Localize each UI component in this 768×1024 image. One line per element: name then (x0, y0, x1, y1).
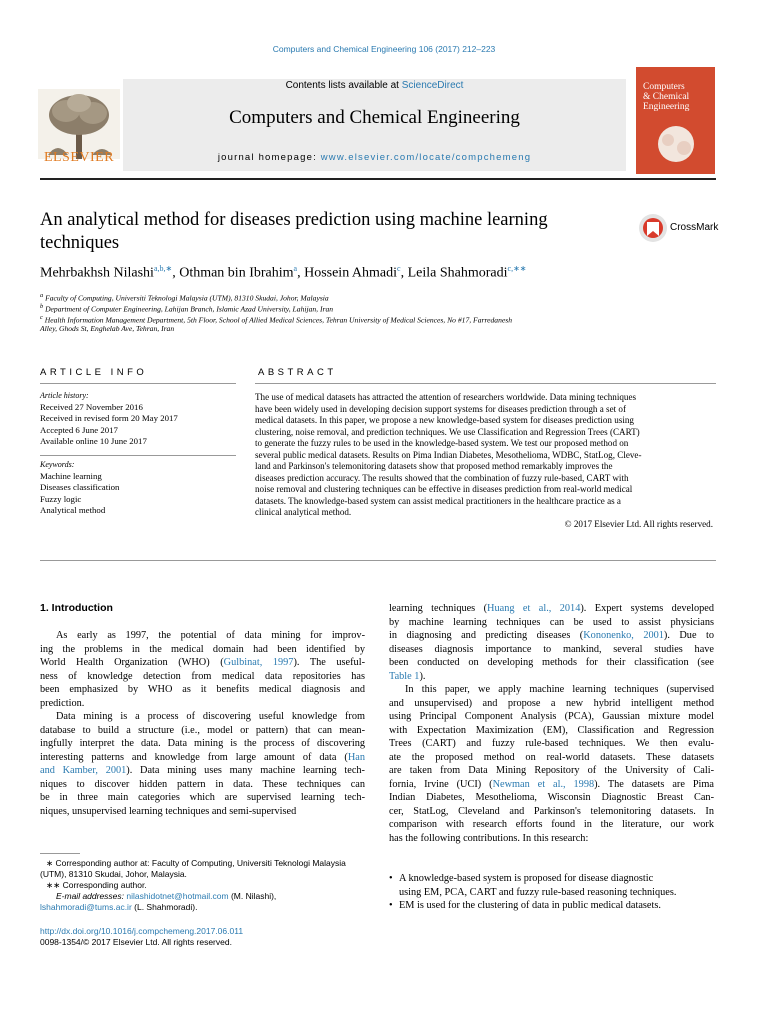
body-text-run: In this paper, we apply machine learning techniques (supervised (405, 684, 714, 695)
intro-right-column (389, 602, 714, 845)
citation-link[interactable]: Kononenko, 2001 (583, 630, 664, 641)
author-separator: , (172, 265, 180, 281)
body-text-line (389, 764, 714, 778)
body-text-run: ing the problems in the medical domain had been identified by (40, 643, 365, 655)
article-info-rule (40, 383, 236, 384)
body-text-run: using Principal Component Analysis (PCA), Gaussian mixture model (389, 711, 714, 722)
body-text-run: are taken from Data Mining Repository of the University of Cali- (389, 765, 714, 776)
body-text-line (40, 697, 365, 711)
affiliation-key: c (40, 314, 43, 321)
body-text-line (389, 683, 714, 697)
history-item: Available online 10 June 2017 (40, 435, 147, 446)
citation-link[interactable]: and Kamber, 2001 (40, 765, 127, 776)
body-text-run: database to build a structure (i.e., model or pattern) that can mean- (40, 724, 365, 736)
body-text-run: cer, StatLog, Cleveland and Parkinson's telemonitoring datasets. In (389, 805, 714, 817)
affiliation-key: a (40, 292, 44, 299)
intro-left-column (40, 629, 365, 818)
body-text-line (40, 764, 365, 778)
crossmark-label: CrossMark (670, 222, 719, 233)
body-text-run: has the following contributions. In this research: (389, 832, 589, 844)
history-item: Accepted 6 June 2017 (40, 424, 118, 435)
citation-link[interactable]: Han (347, 751, 365, 763)
body-text-run: comparison with research efforts found in the literature, our work (389, 819, 714, 830)
body-text-line (40, 791, 365, 805)
body-text-line (40, 751, 365, 765)
body-text-run: ate the proposed method on real-world datasets. These datasets (389, 751, 714, 763)
abstract-line: several public medical datasets. Results on Pima Indian Diabetes, Mesothelioma, WDBC, StatLog, Cleve- (255, 449, 642, 460)
journal-cover-title (643, 82, 713, 112)
journal-reference[interactable]: Computers and Chemical Engineering 106 (2017) 212–223 (272, 44, 496, 54)
author-list (40, 264, 680, 282)
affiliation-text: Department of Computer Engineering, Lahijan Branch, Islamic Azad University, Lahijan, Iran (45, 304, 334, 314)
abstract-line: land and Parkinson's telemonitoring datasets show that proposed method remarkably improves the (255, 461, 613, 471)
crossmark-badge[interactable] (638, 212, 719, 244)
email-owner: (M. Nilashi), (228, 891, 277, 901)
body-text-run: ). Due to (663, 630, 714, 641)
body-text-line (389, 656, 714, 670)
abstract-line: have been widely used in developing decision support systems for diseases prediction through a set of (255, 403, 626, 414)
body-text-run: diseases diagnosis importance to mankind, several studies have (389, 643, 714, 655)
body-text-line (389, 791, 714, 805)
abstract-line: to generate the fuzzy rules to be used in the knowledge-based system. We test our proposed method on (255, 438, 629, 448)
body-text-run: Data mining is a process of discovering useful knowledge from (56, 711, 365, 722)
list-item-line: A knowledge-based system is proposed for disease diagnostic (399, 873, 654, 884)
abstract-line: noise removal and clustering techniques can be effective in diseases prediction from real-world medical (255, 484, 633, 494)
header-divider (40, 178, 716, 180)
body-text-run: ). The useful- (293, 657, 365, 668)
body-text-line (389, 724, 714, 738)
cover-title-line-2: & Chemical (643, 92, 690, 102)
list-item (389, 872, 719, 899)
abstract-line: medical datasets. In this paper, we propose a new knowledge-based system for diseases prediction using (255, 415, 634, 425)
footnote-corresponding-2: ∗∗ Corresponding author. (46, 880, 147, 890)
body-text-line (40, 778, 365, 792)
email-owner: (L. Shahmoradi). (131, 902, 198, 912)
body-text-run: learning techniques ( (389, 603, 488, 614)
body-text-run: been conducted on developing methods for their classification (see (389, 657, 714, 668)
body-text-run: by machine learning techniques can be used to assist physicians (389, 616, 714, 628)
body-text-line (389, 778, 714, 792)
body-text-line (389, 818, 714, 832)
keyword: Diseases classification (40, 482, 120, 493)
cover-title-line-3: Engineering (643, 102, 690, 112)
body-text-run: ). Expert systems developed (580, 603, 714, 614)
author-separator: , (400, 265, 408, 281)
body-text-run: Indian Diabetes, Mesothelioma, Wisconsin Diagnostic Breast Can- (389, 792, 714, 803)
email-link-nilashi[interactable]: nilashidotnet@hotmail.com (126, 891, 229, 901)
author-affil-marker[interactable]: a (293, 264, 298, 273)
author-affil-marker[interactable]: a,b,∗ (153, 264, 173, 273)
author-name: Hossein Ahmadi (304, 265, 398, 281)
body-text-run: fornia, Irvine (UCI) ( (389, 778, 493, 790)
footnote-emails-cont (40, 902, 370, 913)
body-text-line (389, 832, 714, 846)
keywords-list (40, 471, 236, 516)
paper-title-line-2: techniques (40, 233, 120, 253)
history-item: Received 27 November 2016 (40, 402, 143, 412)
body-text-line (40, 710, 365, 724)
homepage-link[interactable]: www.elsevier.com/locate/compchemeng (320, 152, 532, 163)
body-text-run: and unsupervised) and propose a new hybrid intelligent method (389, 697, 714, 709)
author-separator: , (297, 265, 305, 281)
cover-illustration-icon (646, 120, 706, 166)
footnote-emails (40, 891, 370, 902)
body-text-run: prediction. (40, 697, 85, 709)
abstract-line: The use of medical datasets has attracted the attention of researchers worldwide. Data mining techniques (255, 392, 637, 402)
body-text-line (40, 643, 365, 657)
abstract-body (255, 392, 713, 530)
footnotes (40, 858, 370, 913)
sciencedirect-link[interactable]: ScienceDirect (401, 80, 464, 91)
body-text-run: ingfully interpret the data. Data mining is the process of discovering (40, 738, 365, 749)
body-text-line (389, 670, 714, 684)
footnote-corresponding-cont: (UTM), 81310 Skudai, Johor, Malaysia. (40, 869, 187, 879)
body-text-run: in diagnosing and predicting diseases ( (389, 630, 584, 641)
body-text-run: ). (419, 670, 426, 682)
abstract-line: clinical analytical method. (255, 507, 352, 517)
body-text-line (40, 656, 365, 670)
crossmark-icon (638, 212, 668, 244)
body-text-line (389, 629, 714, 643)
doi-block (40, 926, 370, 948)
citation-link[interactable]: Huang et al., 2014 (487, 603, 581, 614)
article-info-heading: ARTICLE INFO (40, 367, 148, 378)
journal-homepage (123, 152, 626, 163)
contents-available-line (123, 80, 626, 91)
email-label: E-mail addresses: (56, 891, 127, 901)
section-heading-introduction: 1. Introduction (40, 602, 113, 614)
issn-line: 0098-1354/© 2017 Elsevier Ltd. All rights reserved. (40, 937, 232, 947)
body-text-line (40, 683, 365, 697)
footnote-corresponding: ∗ Corresponding author at: Faculty of Computing, Universiti Teknologi Malaysia (46, 858, 346, 868)
abstract-bottom-rule (40, 560, 716, 561)
body-text-run: ). Data mining uses many machine learning tech- (126, 765, 365, 776)
email-link-shahmoradi[interactable]: lshahmoradi@tums.ac.ir (40, 902, 132, 912)
body-text-run: niques to discover hidden pattern in data. These techniques can (40, 778, 365, 790)
contribution-list (389, 872, 719, 913)
paper-title (40, 209, 620, 255)
bullet-icon: • (389, 900, 393, 911)
body-text-run: niques, unsupervised learning techniques and semi-supervised (40, 805, 297, 817)
body-text-line (389, 697, 714, 711)
abstract-rule (255, 383, 716, 384)
bullet-icon: • (389, 873, 393, 884)
author-name: Mehrbakhsh Nilashi (40, 265, 154, 281)
contents-prefix: Contents lists available at (285, 80, 402, 91)
citation-link[interactable]: Newman et al., 1998 (492, 778, 595, 790)
abstract-heading: ABSTRACT (258, 367, 337, 378)
article-history-label: Article history: (40, 391, 89, 400)
body-text-run: World Health Organization (WHO) ( (40, 657, 224, 668)
footnote-rule (40, 853, 80, 854)
citation-link[interactable]: Gulbinat, 1997 (223, 657, 294, 668)
doi-link[interactable]: http://dx.doi.org/10.1016/j.compchemeng.2017.06.011 (40, 926, 244, 936)
elsevier-wordmark: ELSEVIER (43, 150, 115, 165)
body-text-run: As early as 1997, the potential of data mining for improv- (56, 630, 365, 641)
affiliation-text: Health Information Management Department, 5th Floor, School of Allied Medical Sciences, Tehran University of Medical Sciences, No #17, Farredanesh (44, 315, 513, 325)
keyword: Machine learning (40, 471, 102, 481)
body-text-line (40, 629, 365, 643)
body-text-line (389, 602, 714, 616)
affiliation-text: Alley, Ghods St, Enghelab Ave, Tehran, Iran (40, 324, 175, 333)
body-text-line (389, 616, 714, 630)
abstract-line: clustering, noise removal, and prediction techniques. We use Classification and Regression Trees (CART) (255, 426, 640, 437)
body-text-run: with Expectation Maximization (EM), Classification and Regression (389, 724, 714, 736)
author-affil-marker[interactable]: c,∗∗ (507, 264, 527, 273)
body-text-run: been emphasized by WHO as it benefits medical diagnosis and (40, 684, 365, 695)
body-text-run: be in three main categories which are supervised learning tech- (40, 792, 365, 803)
affiliation-key: b (40, 303, 44, 310)
list-item-line: using EM, PCA, CART and fuzzy rule-based reasoning techniques. (399, 886, 677, 898)
author-name: Leila Shahmoradi (407, 265, 508, 281)
body-text-run: interesting patterns and knowledge from large amount of data ( (40, 751, 348, 763)
abstract-copyright: © 2017 Elsevier Ltd. All rights reserved. (564, 518, 713, 529)
cover-title-line-1: Computers (643, 82, 685, 92)
body-text-line (40, 737, 365, 751)
paper-title-line-1: An analytical method for diseases prediction using machine learning (40, 210, 548, 230)
body-text-line (40, 670, 365, 684)
body-text-line (40, 724, 365, 738)
body-text-run: ness of knowledge detection from medical data repositories has (40, 670, 365, 682)
citation-link[interactable]: Table 1 (389, 670, 420, 682)
body-text-run: Trees (CART) and fuzzy rule-based techniques. We then evalu- (389, 738, 714, 749)
keywords-rule (40, 455, 236, 456)
body-text-line (40, 805, 365, 819)
abstract-line: datasets. The knowledge-based system can assist medical practitioners in the healthcare practice as a (255, 495, 621, 506)
list-item (389, 899, 719, 913)
keywords-label: Keywords: (40, 460, 75, 469)
body-text-run: ). The datasets are Pima (594, 778, 714, 790)
body-text-line (389, 643, 714, 657)
keyword: Fuzzy logic (40, 493, 82, 504)
abstract-line: diseases prediction accuracy. The results showed that the combination of fuzzy rule-based, CART with (255, 472, 629, 483)
body-text-line (389, 805, 714, 819)
author-affil-marker[interactable]: c (397, 264, 401, 273)
body-text-line (389, 710, 714, 724)
affiliation-continued (40, 324, 680, 335)
affiliation-text: Faculty of Computing, Universiti Teknologi Malaysia (UTM), 81310 Skudai, Johor, Malaysia (45, 293, 329, 303)
homepage-label: journal homepage: (217, 152, 321, 163)
keyword: Analytical method (40, 504, 106, 515)
author-name: Othman bin Ibrahim (179, 265, 294, 281)
body-text-line (389, 751, 714, 765)
history-item: Received in revised form 20 May 2017 (40, 413, 178, 424)
list-item-line: EM is used for the clustering of data in public medical datasets. (399, 900, 661, 911)
journal-title: Computers and Chemical Engineering (229, 107, 520, 128)
body-text-line (389, 737, 714, 751)
article-history (40, 402, 236, 447)
